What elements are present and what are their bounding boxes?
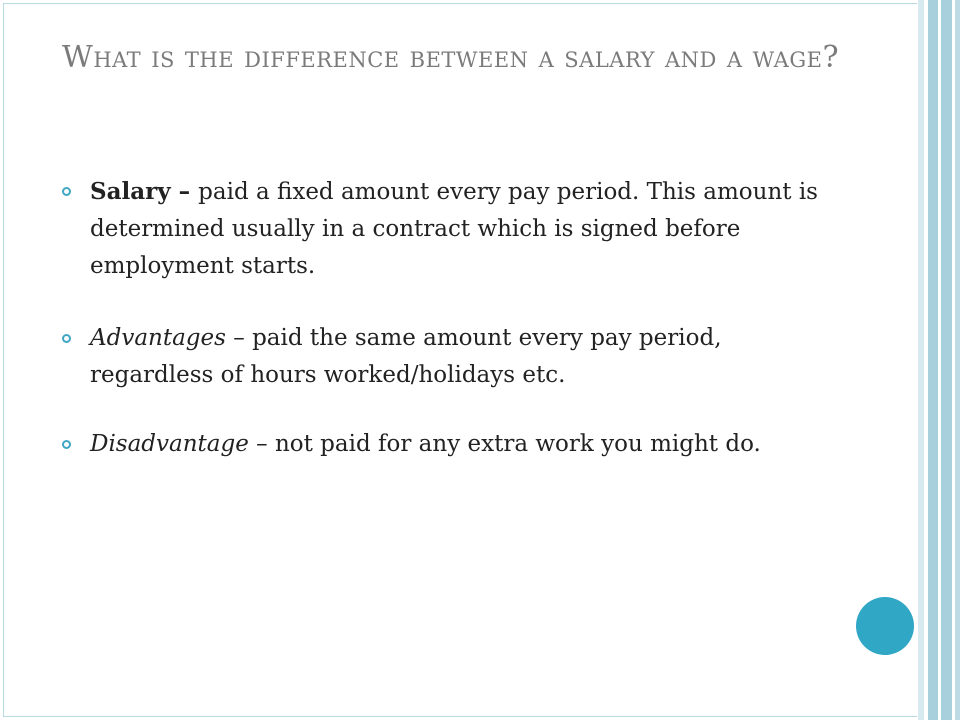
accent-circle-decoration	[856, 597, 914, 655]
bullet-separator: –	[225, 325, 253, 351]
hollow-circle-bullet-icon	[62, 440, 71, 449]
bullet-term: Salary	[90, 178, 171, 205]
stripe	[928, 0, 938, 720]
stripe	[941, 0, 952, 720]
decorative-stripe-panel	[918, 0, 960, 720]
bullet-text: paid the same amount every pay period, regardless of hours worked/holidays etc.	[90, 325, 722, 388]
stripe	[955, 0, 960, 720]
bullet-list	[62, 173, 822, 463]
hollow-circle-bullet-icon	[62, 187, 71, 196]
slide-title: What is the difference between a salary and a wage?	[62, 40, 840, 75]
bullet-text: not paid for any extra work you might do.	[274, 431, 761, 457]
bullet-item-advantages	[62, 320, 822, 394]
bullet-separator: –	[170, 178, 199, 205]
bullet-term: Disadvantage	[90, 431, 249, 457]
bullet-text: paid a fixed amount every pay period. This amount is determined usually in a contract which is signed before employment starts.	[90, 179, 818, 279]
bullet-term: Advantages	[90, 325, 226, 351]
bullet-separator: –	[248, 431, 275, 457]
hollow-circle-bullet-icon	[62, 334, 71, 343]
bullet-item-disadvantage	[62, 426, 822, 463]
bullet-item-salary	[62, 173, 822, 285]
